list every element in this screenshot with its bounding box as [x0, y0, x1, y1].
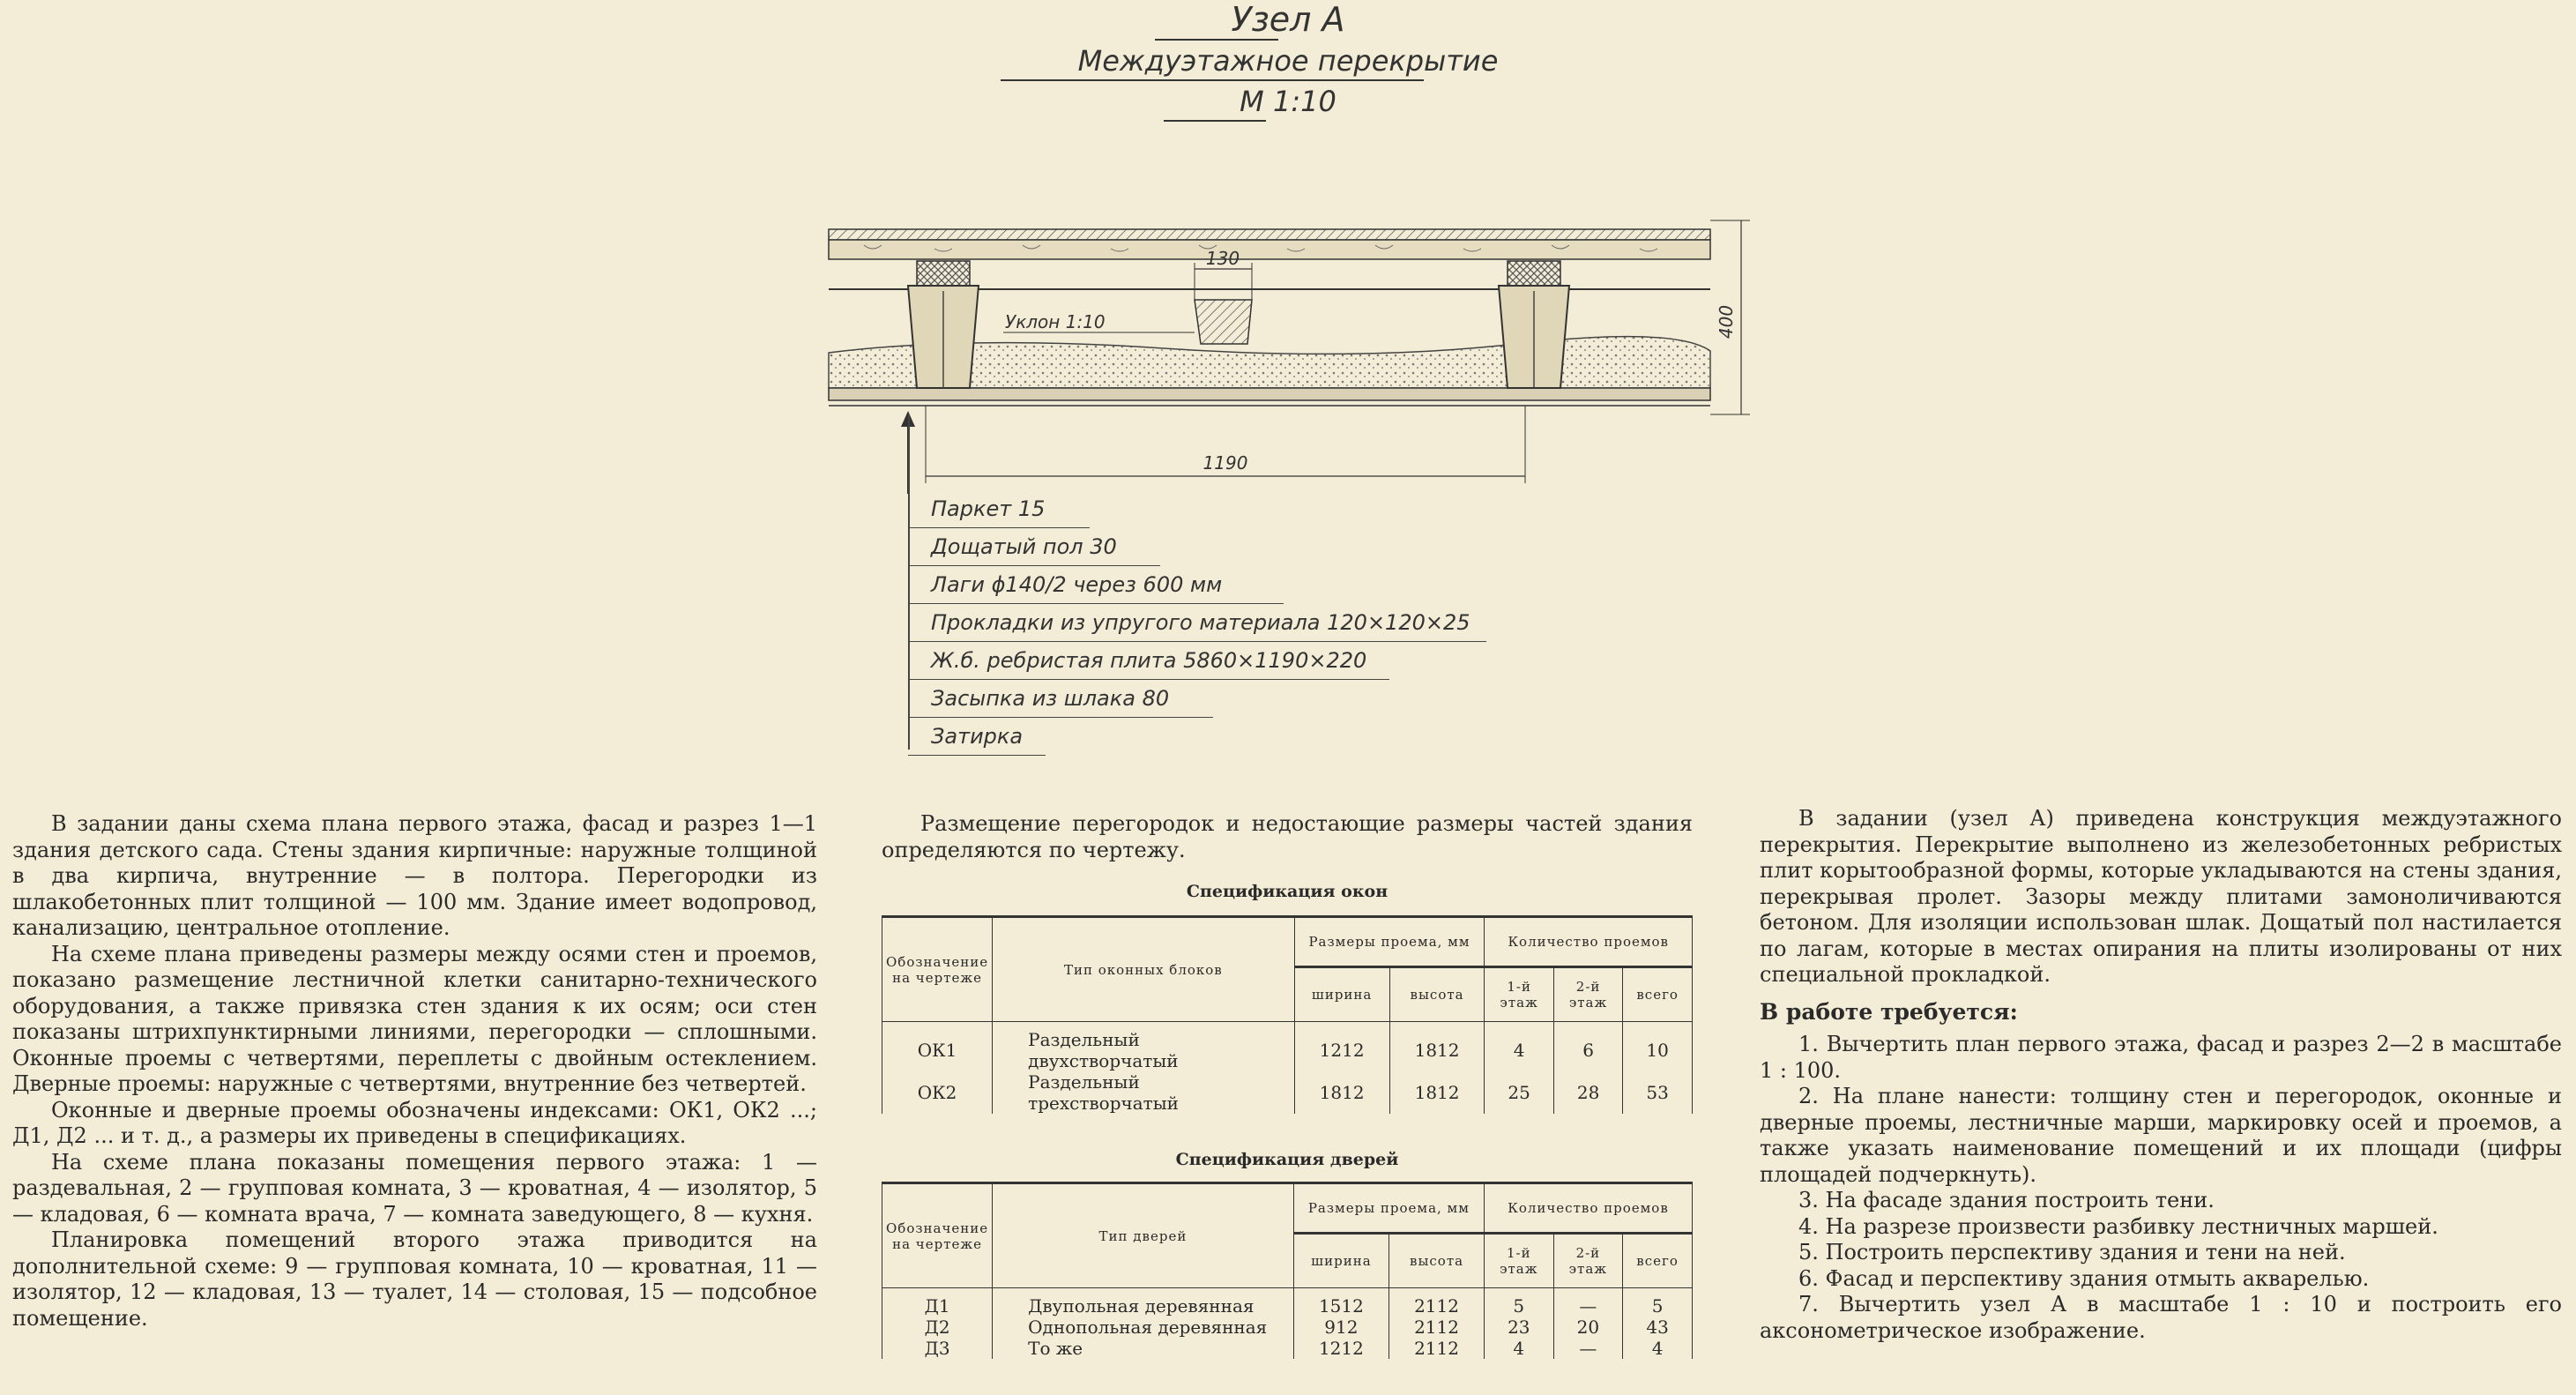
- table-cell: 5: [1485, 1288, 1554, 1317]
- table-cell: 25: [1485, 1071, 1553, 1114]
- windows-spec-title: Спецификация окон: [1186, 882, 1389, 901]
- table-row: [882, 1288, 1693, 1317]
- task-item: 1. Вычертить план первого этажа, фасад и разрез 2—2 в масштабе 1 : 100.: [1760, 1032, 2562, 1083]
- node-title: Узел А: [1231, 0, 1345, 39]
- layer-item: Прокладки из упругого материала 120×120×25: [908, 604, 1486, 642]
- table-cell: 1512: [1293, 1288, 1389, 1317]
- table-cell: 10: [1623, 1022, 1693, 1072]
- slope-label: Уклон 1:10: [1005, 311, 1106, 332]
- table-cell: 4: [1485, 1022, 1553, 1072]
- layer-item: Паркет 15: [908, 490, 1090, 528]
- doors-spec-title: Спецификация дверей: [1175, 1150, 1399, 1169]
- parquet-layer: [829, 229, 1710, 240]
- table-cell: ОК1: [882, 1022, 993, 1072]
- floor-section-drawing: [793, 203, 1763, 494]
- scale-underline: [1164, 120, 1266, 122]
- subtitle-underline: [1001, 79, 1424, 81]
- table-cell: 23: [1485, 1317, 1554, 1338]
- layer-item: Затирка: [908, 718, 1046, 756]
- table-cell: 4: [1623, 1338, 1693, 1359]
- table-cell: 1812: [1389, 1071, 1485, 1114]
- joist-left: [917, 261, 970, 286]
- table-cell: 5: [1623, 1288, 1693, 1317]
- layer-item: Засыпка из шлака 80: [908, 680, 1213, 718]
- table-cell: 4: [1485, 1338, 1554, 1359]
- task-item: 7. Вычертить узел А в масштабе 1 : 10 и построить его аксонометрическое изображение.: [1760, 1292, 2562, 1343]
- table-cell: 28: [1553, 1071, 1622, 1114]
- table-cell: 1212: [1294, 1022, 1389, 1072]
- table-cell: Раздельный двухстворчатый: [993, 1022, 1294, 1072]
- table-cell: 1812: [1294, 1071, 1389, 1114]
- paragraph: В задании (узел А) приведена конструкция междуэтажного перекрытия. Перекрытие выполнено из железобетонных ребристых плит корытообразной формы, которые укладываются на стены здания, перекрывая пролет. Зазоры между плитами замоноличиваются бетоном. Для изоляции использован шлак. Дощатый пол настилается по лагам, которые в местах опирания на плиты изолированы от них специальной прокладкой.: [1760, 806, 2562, 987]
- table-cell: —: [1553, 1338, 1623, 1359]
- table-cell: То же: [993, 1338, 1294, 1359]
- table-cell: 20: [1553, 1317, 1623, 1338]
- table-cell: 6: [1553, 1022, 1622, 1072]
- joist-right: [1508, 261, 1560, 286]
- table-row: [882, 1022, 1693, 1072]
- paragraph: На схеме плана показаны помещения первого этажа: 1 — раздевальная, 2 — групповая комната, 3 — кроватная, 4 — изолятор, 5 — кладовая, 6 — комната врача, 7 — комната заведующего, 8 — кухня.: [12, 1149, 817, 1227]
- paragraph: На схеме плана приведены размеры между осями стен и проемов, показано размещение лестничной клетки санитарно-технического оборудования, а также привязка стен здания к их осям; оси стен показаны штрихпунктирными линиями, перегородки — сплошными. Оконные проемы с четвертями, переплеты с двойным остеклением. Дверные проемы: наружные с четвертями, внутренние без четвертей.: [12, 941, 817, 1096]
- table-cell: Д2: [882, 1317, 993, 1338]
- tasks-heading: В работе требуется:: [1760, 998, 2018, 1025]
- table-cell: 912: [1293, 1317, 1389, 1338]
- table-row: [882, 1071, 1693, 1114]
- layer-item: Ж.б. ребристая плита 5860×1190×220: [908, 642, 1389, 680]
- task-item: 6. Фасад и перспективу здания отмыть акварелью.: [1798, 1265, 2370, 1291]
- table-cell: 43: [1623, 1317, 1693, 1338]
- table-row: [882, 1317, 1693, 1338]
- table-row: [882, 1338, 1693, 1359]
- task-description: [1760, 806, 2562, 1344]
- table-cell: 53: [1623, 1071, 1693, 1114]
- partition-note: Размещение перегородок и недостающие размеры частей здания определяются по чертежу.: [882, 811, 1693, 862]
- layer-item: Лаги ϕ140/2 через 600 мм: [908, 566, 1284, 604]
- title-underline: [1155, 39, 1278, 41]
- table-cell: Раздельный трехстворчатый: [993, 1071, 1294, 1114]
- table-cell: 1812: [1389, 1022, 1485, 1072]
- table-cell: Д1: [882, 1288, 993, 1317]
- table-cell: 1212: [1293, 1338, 1389, 1359]
- board-floor-layer: [829, 240, 1710, 259]
- table-cell: Двупольная деревянная: [993, 1288, 1294, 1317]
- node-subtitle: Междуэтажное перекрытие: [1077, 44, 1499, 78]
- assignment-description: [12, 811, 817, 1332]
- layer-item: Дощатый пол 30: [908, 528, 1160, 566]
- dim-130-label: 130: [1205, 248, 1240, 269]
- dim-400-label: 400: [1716, 304, 1737, 339]
- table-cell: —: [1553, 1288, 1623, 1317]
- task-item: 2. На плане нанести: толщину стен и перегородок, оконные и дверные проемы, лестничные марши, маркировку осей и проемов, а также указать наименование помещений и их площади (цифры площадей подчеркнуть).: [1760, 1084, 2562, 1187]
- table-cell: 2112: [1389, 1288, 1485, 1317]
- table-cell: 2112: [1389, 1338, 1485, 1359]
- joist-middle: [1195, 300, 1252, 344]
- task-item: 3. На фасаде здания построить тени.: [1798, 1188, 2215, 1212]
- paragraph: Оконные и дверные проемы обозначены индексами: ОК1, ОК2 ...; Д1, Д2 ... и т. д., а размеры их приведены в спецификациях.: [12, 1097, 817, 1148]
- table-cell: 2112: [1389, 1317, 1485, 1338]
- doors-spec-table: Обозначение на чертеже Тип дверей Размеры проема, мм Количество проемов ширина высота 1-й этаж 2-й этаж всего Д1 Двупольная деревянная 1512 2112 5 — 5 Д2 Однопольная деревянная 912 2112 23 20 43 Д3 То же 1212 2112 4 — 4: [882, 1182, 1693, 1359]
- table-cell: ОК2: [882, 1071, 993, 1114]
- task-item: 5. Построить перспективу здания и тени на ней.: [1798, 1240, 2346, 1264]
- table-cell: Однопольная деревянная: [993, 1317, 1294, 1338]
- windows-spec-table: Обозначение на чертеже Тип оконных блоков Размеры проема, мм Количество проемов ширина высота 1-й этаж 2-й этаж всего ОК1 Раздельный двухстворчатый 1212 1812 4 6 10 ОК2 Раздельный трехстворчатый 1812 1812 25 28 53: [882, 915, 1693, 1114]
- layer-list: [908, 490, 1525, 756]
- scale-label: М 1:10: [1240, 85, 1336, 118]
- paragraph: В задании даны схема плана первого этажа, фасад и разрез 1—1 здания детского сада. Стены здания кирпичные: наружные толщиной в два кирпича, внутренние — в полтора. Перегородки из шлакобетонных плит толщиной — 100 мм. Здание имеет водопровод, канализацию, центральное отопление.: [12, 811, 817, 940]
- paragraph: Планировка помещений второго этажа приводится на дополнительной схеме: 9 — групповая комната, 10 — кроватная, 11 — изолятор, 12 — кладовая, 13 — туалет, 14 — столовая, 15 — подсобное помещение.: [12, 1227, 817, 1331]
- ribbed-slab-bottom: [829, 388, 1710, 400]
- table-cell: Д3: [882, 1338, 993, 1359]
- task-item: 4. На разрезе произвести разбивку лестничных маршей.: [1798, 1213, 2438, 1239]
- dim-1190-label: 1190: [1202, 452, 1248, 474]
